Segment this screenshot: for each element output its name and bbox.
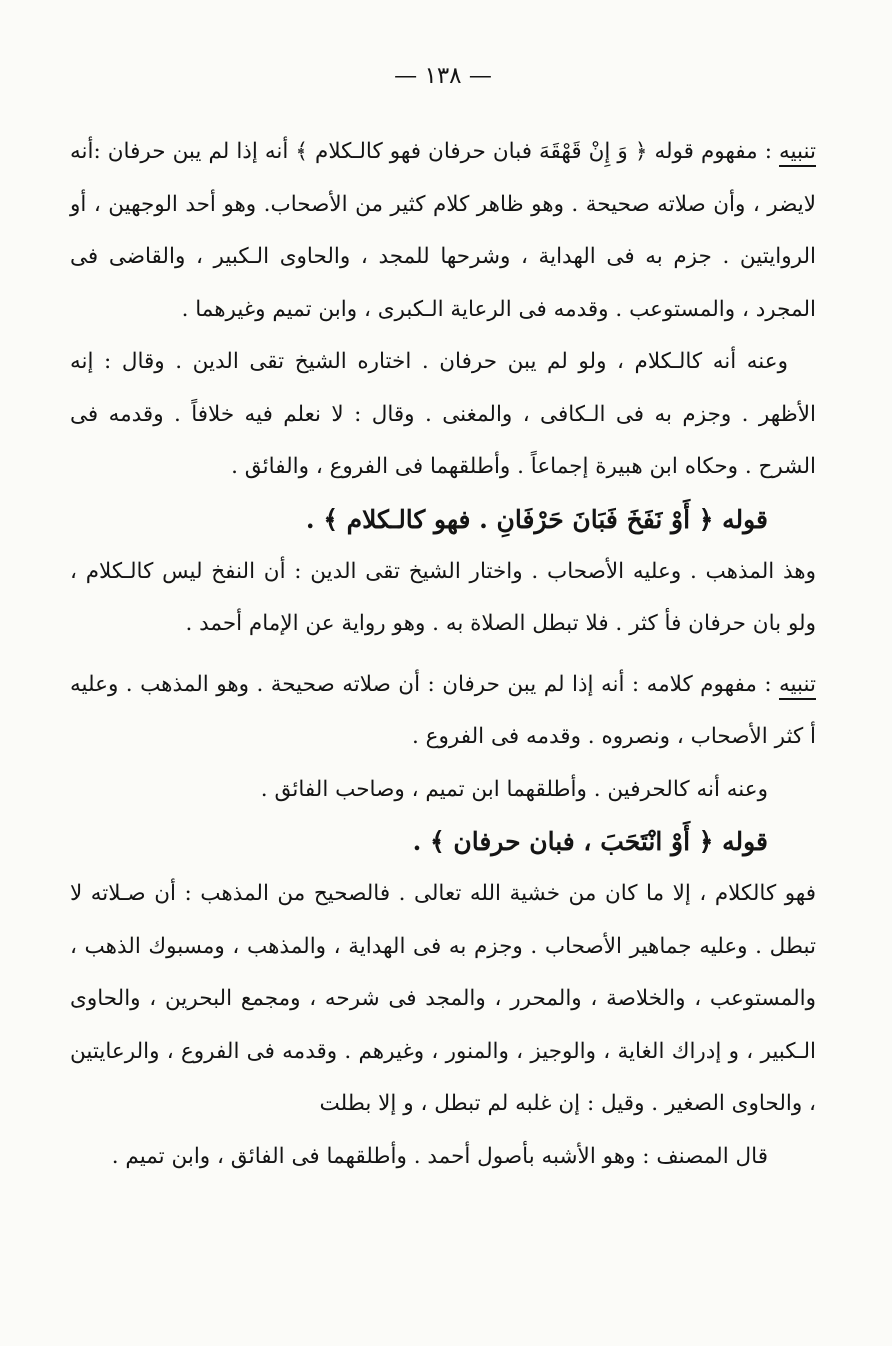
tanbih-label: تنبيه (779, 671, 816, 697)
tanbih-text: : مفهوم كلامه : أنه إذا لم يبن حرفان : أن صلاته صحيحة . وهو المذهب . وعليه أ كثر الأصحاب ، ونصروه . وقدمه فى الفروع . (70, 671, 816, 749)
paragraph-musannif: قال المصنف : وهو الأشبه بأصول أحمد . وأطلقهما فى الفائق ، وابن تميم . (111, 1143, 768, 1169)
spacer (70, 651, 816, 659)
paragraph-harfayn: وعنه أنه كالحرفين . وأطلقهما ابن تميم ، وصاحب الفائق . (260, 776, 768, 802)
tanbih-label: تنبيه (779, 139, 816, 164)
section-heading-nafakh: قوله ﴿ أَوْ نَفَخَ فَبَانَ حَرْفَانِ . فهو كالـكلام ﴾ . (305, 504, 768, 534)
paragraph-madhhab: وهذ المذهب . وعليه الأصحاب . واختار الشيخ تقى الدين : أن النفخ ليس كالـكلام ، ولو بان حرفان فأ كثر . فلا تبطل الصلاة به . وهو رواية عن الإمام أحمد . (70, 558, 816, 636)
tanbih-paragraph-1 (70, 126, 816, 336)
page-number: — ١٣٨ — (394, 63, 492, 89)
tanbih-text: : مفهوم قوله ﴿ وَ إِنْ قَهْقَهَ فبان حرفان فهو كالـكلام ﴾ أنه إذا لم يبن حرفان :أنه لايضر ، وأن صلاته صحيحة . وهو ظاهر كلام كثير من الأصحاب. وهو أحد الوجهين ، أو الروايتين . جزم به فى الهداية ، وشرحها للمجد ، والحاوى الـكبير ، والقاضى فى المجرد ، والمستوعب . وقدمه فى الرعاية الـكبرى ، وابن تميم وغيرهما . (70, 139, 816, 322)
paragraph-riwaya: وعنه أنه كالـكلام ، ولو لم يبن حرفان . اختاره الشيخ تقى الدين . وقال : إنه الأظهر . وجزم به فى الـكافى ، والمغنى . وقال : لا نعلم فيه خلافاً . وقدمه فى الشرح . وحكاه ابن هبيرة إجماعاً . وأطلقهما فى الفروع ، والفائق . (70, 349, 816, 479)
tanbih-paragraph-2 (70, 659, 816, 764)
paragraph-kalam: فهو كالكلام ، إلا ما كان من خشية الله تعالى . فالصحيح من المذهب : أن صـلاته لا تبطل . وعليه جماهير الأصحاب . وجزم به فى الهداية ، والمذهب ، ومسبوك الذهب ، والمستوعب ، والخلاصة ، والمحرر ، والمجد فى شرحه ، ومجمع البحرين ، والحاوى الـكبير ، و إدراك الغاية ، والوجيز ، والمنور ، وغيرهم . وقدمه فى الفروع ، والرعايتين ، والحاوى الصغير . وقيل : إن غلبه لم تبطل ، و إلا بطلت (70, 881, 816, 1116)
section-heading-intahab: قوله ﴿ أَوْ انْتَحَبَ ، فبان حرفان ﴾ . (412, 827, 768, 856)
